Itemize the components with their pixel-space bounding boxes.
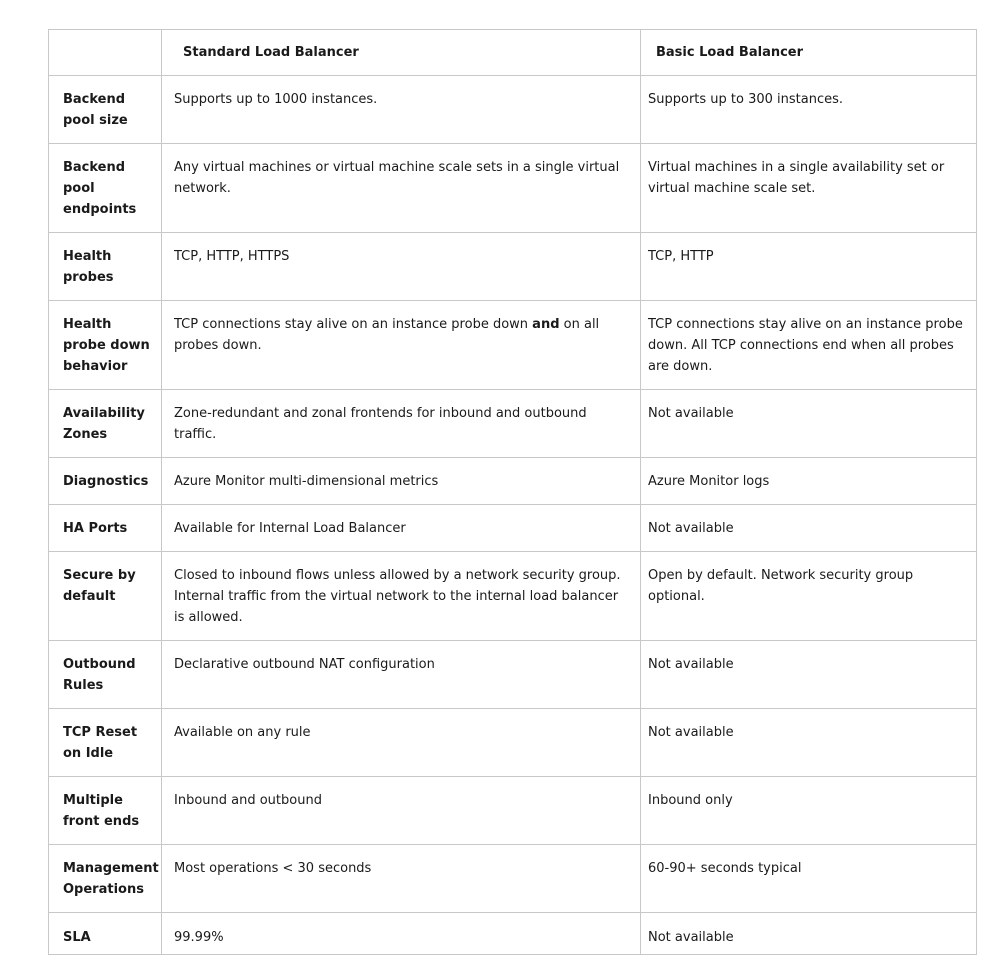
table-row (49, 913, 977, 955)
standard-value: Closed to inbound flows unless allowed by a network security group. Internal traffic from the virtual network to the internal load balancer is allowed. (162, 552, 641, 641)
table-row (49, 144, 977, 233)
table-row (49, 76, 977, 144)
standard-value: Any virtual machines or virtual machine scale sets in a single virtual network. (162, 144, 641, 233)
table-row (49, 777, 977, 845)
header-standard: Standard Load Balancer (162, 30, 641, 76)
table-row (49, 233, 977, 301)
feature-name: Secure by default (49, 552, 162, 641)
standard-value-emphasis: and (532, 317, 560, 332)
standard-value: Declarative outbound NAT configuration (162, 641, 641, 709)
basic-value: Not available (641, 709, 977, 777)
standard-value: TCP, HTTP, HTTPS (162, 233, 641, 301)
table-row (49, 641, 977, 709)
table-row (49, 301, 977, 390)
basic-value: TCP, HTTP (641, 233, 977, 301)
header-row (49, 30, 977, 76)
feature-name: HA Ports (49, 505, 162, 552)
feature-name: Diagnostics (49, 458, 162, 505)
feature-name: Availability Zones (49, 390, 162, 458)
feature-name: Health probe down behavior (49, 301, 162, 390)
feature-name: Backend pool size (49, 76, 162, 144)
table-row (49, 845, 977, 913)
feature-name: Multiple front ends (49, 777, 162, 845)
standard-value-part: TCP connections stay alive on an instance probe down (174, 317, 533, 332)
feature-name: Health probes (49, 233, 162, 301)
header-basic: Basic Load Balancer (641, 30, 977, 76)
basic-value: Azure Monitor logs (641, 458, 977, 505)
standard-value: 99.99% (162, 913, 641, 955)
standard-value: Available on any rule (162, 709, 641, 777)
standard-value: Supports up to 1000 instances. (162, 76, 641, 144)
standard-value: Available for Internal Load Balancer (162, 505, 641, 552)
basic-value: Not available (641, 505, 977, 552)
table-row (49, 505, 977, 552)
standard-value (162, 301, 641, 390)
feature-name: Management Operations (49, 845, 162, 913)
feature-name: Backend pool endpoints (49, 144, 162, 233)
table-row (49, 390, 977, 458)
standard-value: Zone-redundant and zonal frontends for inbound and outbound traffic. (162, 390, 641, 458)
table-row (49, 458, 977, 505)
table-row (49, 552, 977, 641)
table-row (49, 709, 977, 777)
feature-name: TCP Reset on Idle (49, 709, 162, 777)
header-empty (49, 30, 162, 76)
basic-value: Not available (641, 913, 977, 955)
basic-value: Supports up to 300 instances. (641, 76, 977, 144)
basic-value: Inbound only (641, 777, 977, 845)
basic-value: Virtual machines in a single availability set or virtual machine scale set. (641, 144, 977, 233)
basic-value: Not available (641, 390, 977, 458)
standard-value: Azure Monitor multi-dimensional metrics (162, 458, 641, 505)
standard-value: Inbound and outbound (162, 777, 641, 845)
basic-value: TCP connections stay alive on an instance probe down. All TCP connections end when all probes are down. (641, 301, 977, 390)
feature-name: Outbound Rules (49, 641, 162, 709)
basic-value: 60-90+ seconds typical (641, 845, 977, 913)
comparison-table (48, 29, 977, 955)
standard-value-part: on all probes down. (174, 317, 600, 353)
basic-value: Open by default. Network security group optional. (641, 552, 977, 641)
standard-value: Most operations < 30 seconds (162, 845, 641, 913)
feature-name: SLA (49, 913, 162, 955)
basic-value: Not available (641, 641, 977, 709)
